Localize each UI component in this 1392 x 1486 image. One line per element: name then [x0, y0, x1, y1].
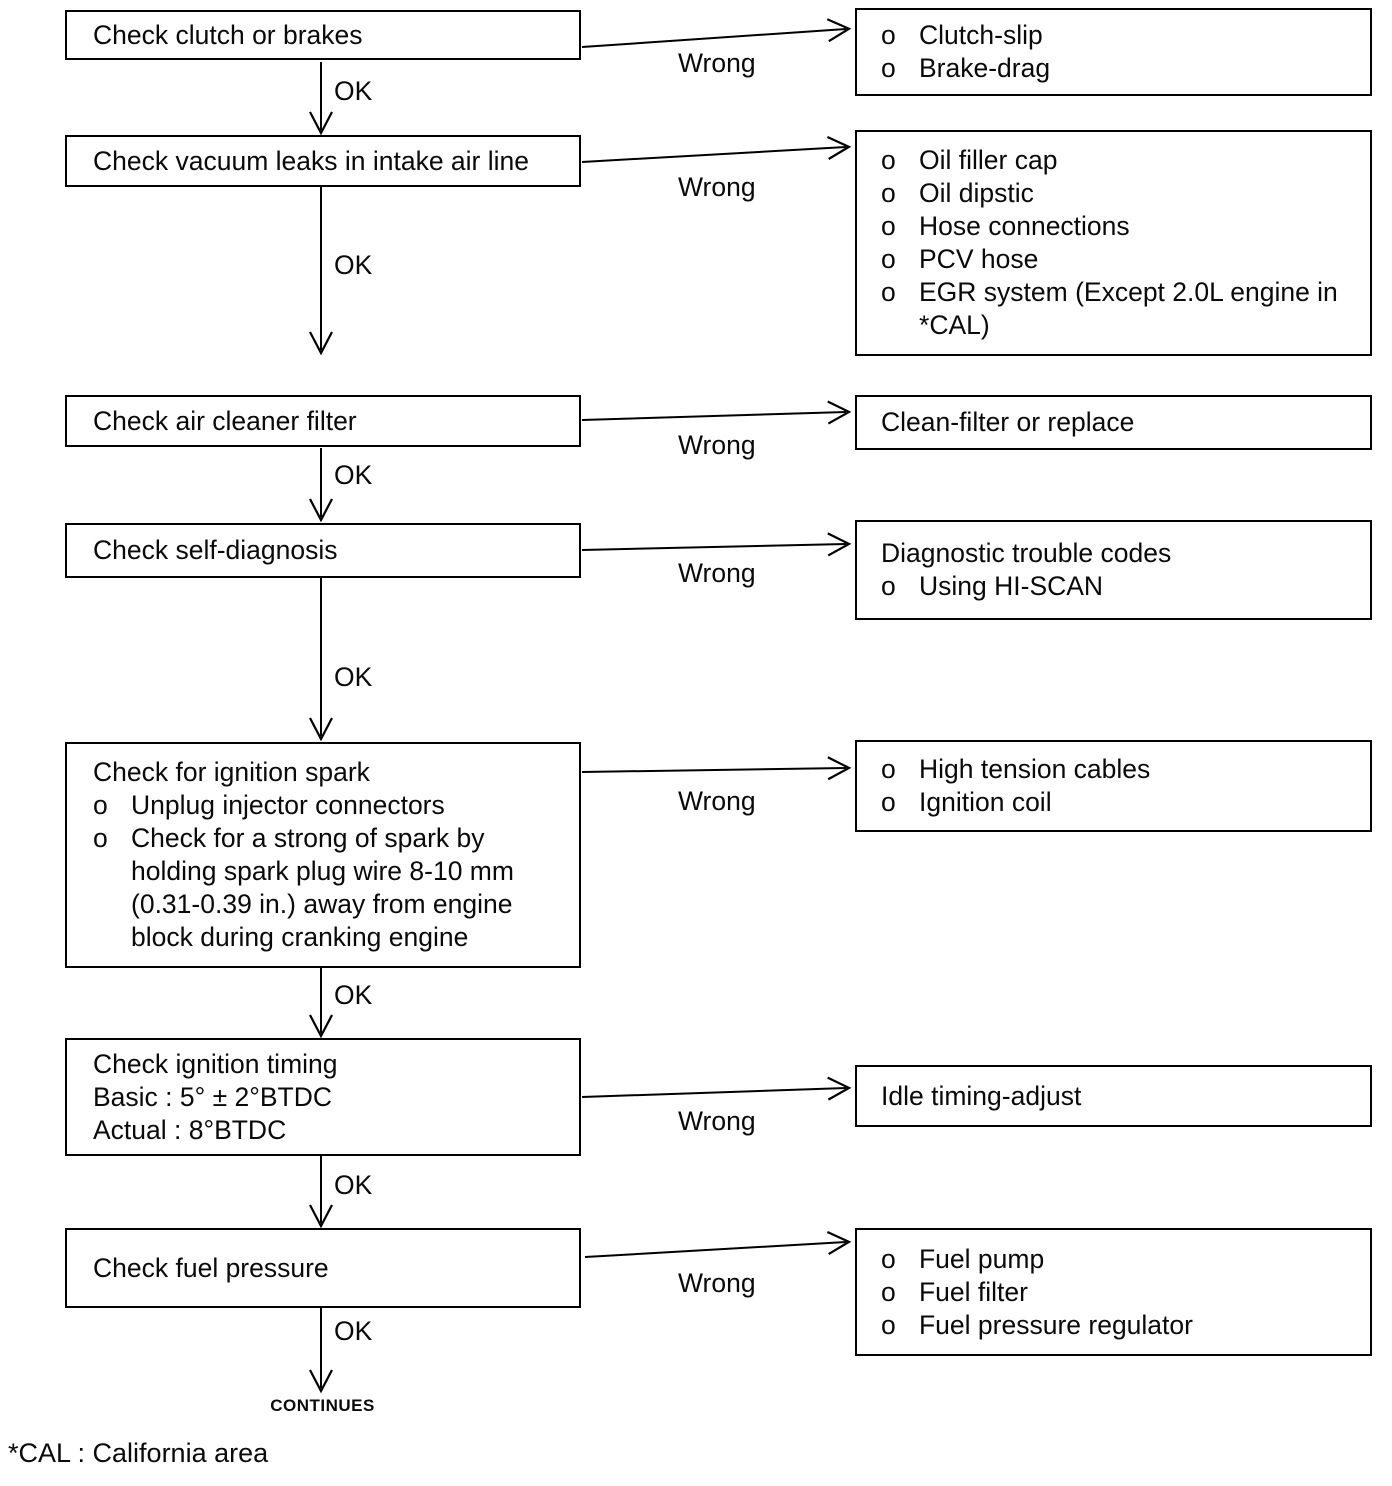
bullet: o — [881, 787, 896, 817]
list-item-text: Ignition coil — [919, 787, 1052, 817]
box-title: Check for ignition spark — [93, 757, 370, 787]
bullet: o — [881, 754, 896, 784]
list-item — [881, 1243, 1356, 1276]
arrow-wrong-3 — [582, 412, 846, 420]
list-item-text: EGR system (Except 2.0L engine in *CAL) — [919, 277, 1338, 340]
list-item — [881, 1276, 1356, 1309]
list-item — [881, 276, 1356, 342]
box-title: Idle timing-adjust — [881, 1080, 1082, 1111]
list-item-text: PCV hose — [919, 244, 1039, 274]
bullet: o — [881, 20, 896, 50]
bullet: o — [881, 145, 896, 175]
ok-label: OK — [334, 1170, 373, 1200]
arrow-wrong-6 — [582, 1088, 846, 1097]
ok-label: OK — [334, 662, 373, 692]
bullet: o — [881, 1276, 896, 1307]
check-ignition-timing-box — [65, 1038, 581, 1156]
box-title: Check self-diagnosis — [93, 535, 338, 565]
self-diagnosis-result-box — [855, 520, 1372, 620]
list-item — [881, 177, 1356, 210]
arrow-wrong-7 — [585, 1242, 846, 1257]
wrong-label: Wrong — [678, 1106, 756, 1136]
list-item — [881, 786, 1356, 819]
check-air-cleaner-box — [65, 395, 581, 447]
arrow-wrong-5 — [582, 768, 846, 772]
ok-label: OK — [334, 76, 373, 106]
list-item-text: Check for a strong of spark by holding spark plug wire 8-10 mm (0.31-0.39 in.) away from engine block during cranking engine — [131, 823, 514, 952]
list-item — [881, 1309, 1356, 1342]
check-vacuum-leaks-box — [65, 135, 581, 187]
vacuum-leak-result-box — [855, 130, 1372, 356]
bullet: o — [93, 823, 108, 853]
box-title: Check ignition timing — [93, 1048, 338, 1079]
list-item — [881, 19, 1356, 52]
arrow-wrong-2 — [582, 147, 846, 162]
box-title: Check air cleaner filter — [93, 405, 357, 436]
arrow-wrong-4 — [582, 544, 846, 550]
ignition-spark-result-box — [855, 740, 1372, 832]
list-item-text: Brake-drag — [919, 53, 1051, 83]
list-item — [881, 144, 1356, 177]
ignition-timing-result-box — [855, 1065, 1372, 1127]
bullet: o — [881, 571, 896, 601]
list-item — [881, 753, 1356, 786]
clutch-brake-result-box — [855, 8, 1372, 96]
list-item-text: Unplug injector connectors — [131, 790, 445, 820]
bullet: o — [881, 1309, 896, 1340]
fuel-pressure-result-box — [855, 1228, 1372, 1356]
list-item — [881, 570, 1356, 603]
wrong-label: Wrong — [678, 558, 756, 588]
box-title: Check clutch or brakes — [93, 19, 363, 50]
list-item-text: Oil dipstic — [919, 178, 1034, 208]
cal-footnote: *CAL : California area — [8, 1438, 269, 1468]
list-item-text: High tension cables — [919, 754, 1151, 784]
box-line: Basic : 5° ± 2°BTDC — [93, 1081, 332, 1112]
ok-label: OK — [334, 980, 373, 1010]
list-item-text: Clutch-slip — [919, 20, 1043, 50]
wrong-label: Wrong — [678, 786, 756, 816]
wrong-label: Wrong — [678, 430, 756, 460]
check-self-diagnosis-box — [65, 523, 581, 578]
wrong-label: Wrong — [678, 1268, 756, 1298]
check-clutch-brakes-box — [65, 10, 581, 60]
list-item-text: Hose connections — [919, 211, 1130, 241]
ok-label: OK — [334, 250, 373, 280]
list-item-text: Using HI-SCAN — [919, 571, 1104, 601]
check-fuel-pressure-box — [65, 1228, 581, 1308]
list-item — [881, 243, 1356, 276]
list-item — [93, 822, 565, 954]
wrong-label: Wrong — [678, 48, 756, 78]
bullet: o — [881, 178, 896, 208]
air-cleaner-result-box — [855, 395, 1372, 450]
ok-label: OK — [334, 460, 373, 490]
bullet: o — [881, 244, 896, 274]
bullet: o — [881, 211, 896, 241]
check-ignition-spark-box — [65, 742, 581, 968]
list-item — [93, 789, 565, 822]
ok-label: OK — [334, 1316, 373, 1346]
list-item-text: Fuel pressure regulator — [919, 1309, 1193, 1340]
bullet: o — [93, 790, 108, 820]
bullet: o — [881, 53, 896, 83]
box-title: Diagnostic trouble codes — [881, 538, 1172, 568]
box-title: Check vacuum leaks in intake air line — [93, 145, 529, 176]
bullet: o — [881, 277, 896, 307]
continues-label: CONTINUES — [270, 1396, 375, 1415]
bullet: o — [881, 1243, 896, 1274]
box-line: Actual : 8°BTDC — [93, 1114, 287, 1145]
list-item-text: Fuel filter — [919, 1276, 1028, 1307]
wrong-label: Wrong — [678, 172, 756, 202]
arrow-wrong-1 — [582, 29, 846, 47]
box-title: Clean-filter or replace — [881, 407, 1135, 437]
box-title: Check fuel pressure — [93, 1252, 329, 1283]
list-item — [881, 52, 1356, 85]
list-item-text: Oil filler cap — [919, 145, 1058, 175]
list-item-text: Fuel pump — [919, 1243, 1045, 1274]
list-item — [881, 210, 1356, 243]
